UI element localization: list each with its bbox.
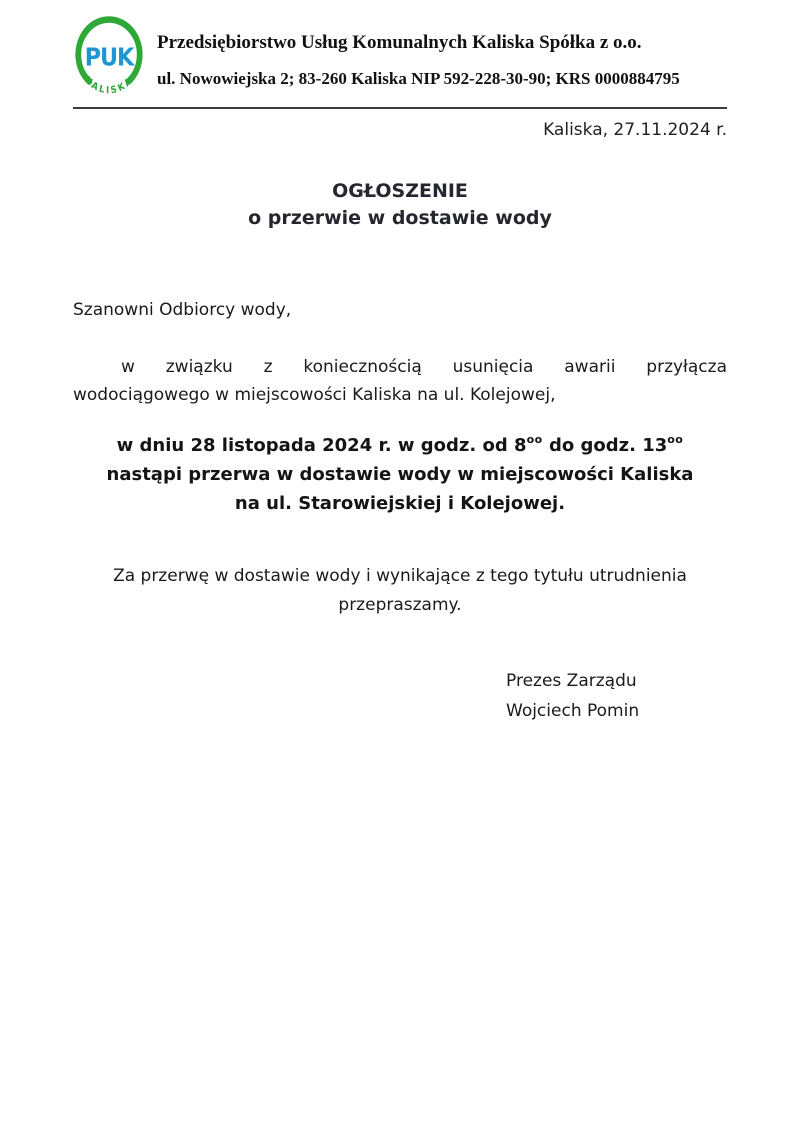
signature-block (506, 666, 727, 726)
header-divider (73, 107, 727, 109)
salutation: Szanowni Odbiorcy wody, (73, 300, 292, 320)
hour-superscript-start: oo (526, 433, 543, 446)
notice-line-3: na ul. Starowiejskiej i Kolejowej. (234, 493, 566, 514)
signature-name: Wojciech Pomin (506, 701, 640, 721)
document-title (73, 178, 727, 232)
title-line-2: o przerwie w dostawie wody (248, 207, 552, 229)
notice-line-1-text-2: do godz. 13 (542, 435, 668, 456)
puk-kaliska-logo-icon (73, 16, 145, 98)
signature-role: Prezes Zarządu (506, 671, 637, 691)
closing-paragraph (73, 562, 727, 620)
company-name: Przedsiębiorstwo Usług Komunalnych Kaliska Spółka z o.o. (157, 32, 642, 53)
closing-line-1: Za przerwę w dostawie wody i wynikające z tego tytułu utrudnienia (113, 566, 687, 586)
letterhead (73, 16, 727, 102)
company-logo (73, 16, 145, 102)
notice-line-1 (73, 431, 727, 460)
intro-line-1: w związku z koniecznością usunięcia awarii przyłącza (121, 357, 727, 377)
intro-line-2: wodociągowego w miejscowości Kaliska na ul. Kolejowej, (73, 385, 556, 405)
closing-line-2: przepraszamy. (338, 595, 462, 615)
notice-paragraph (73, 431, 727, 518)
intro-paragraph (73, 353, 727, 409)
notice-line-1-text: w dniu 28 listopada 2024 r. w godz. od 8 (116, 435, 527, 456)
title-line-1: OGŁOSZENIE (332, 180, 468, 202)
date-line: Kaliska, 27.11.2024 r. (543, 120, 727, 140)
hour-superscript-end: oo (667, 433, 684, 446)
company-address-line: ul. Nowowiejska 2; 83-260 Kaliska NIP 592-228-30-90; KRS 0000884795 (157, 69, 680, 88)
logo-city-curved-text: KALISKA (82, 74, 136, 97)
letterhead-text (157, 29, 727, 89)
notice-line-2: nastąpi przerwa w dostawie wody w miejscowości Kaliska (106, 464, 694, 485)
logo-acronym: PUK (84, 42, 134, 72)
